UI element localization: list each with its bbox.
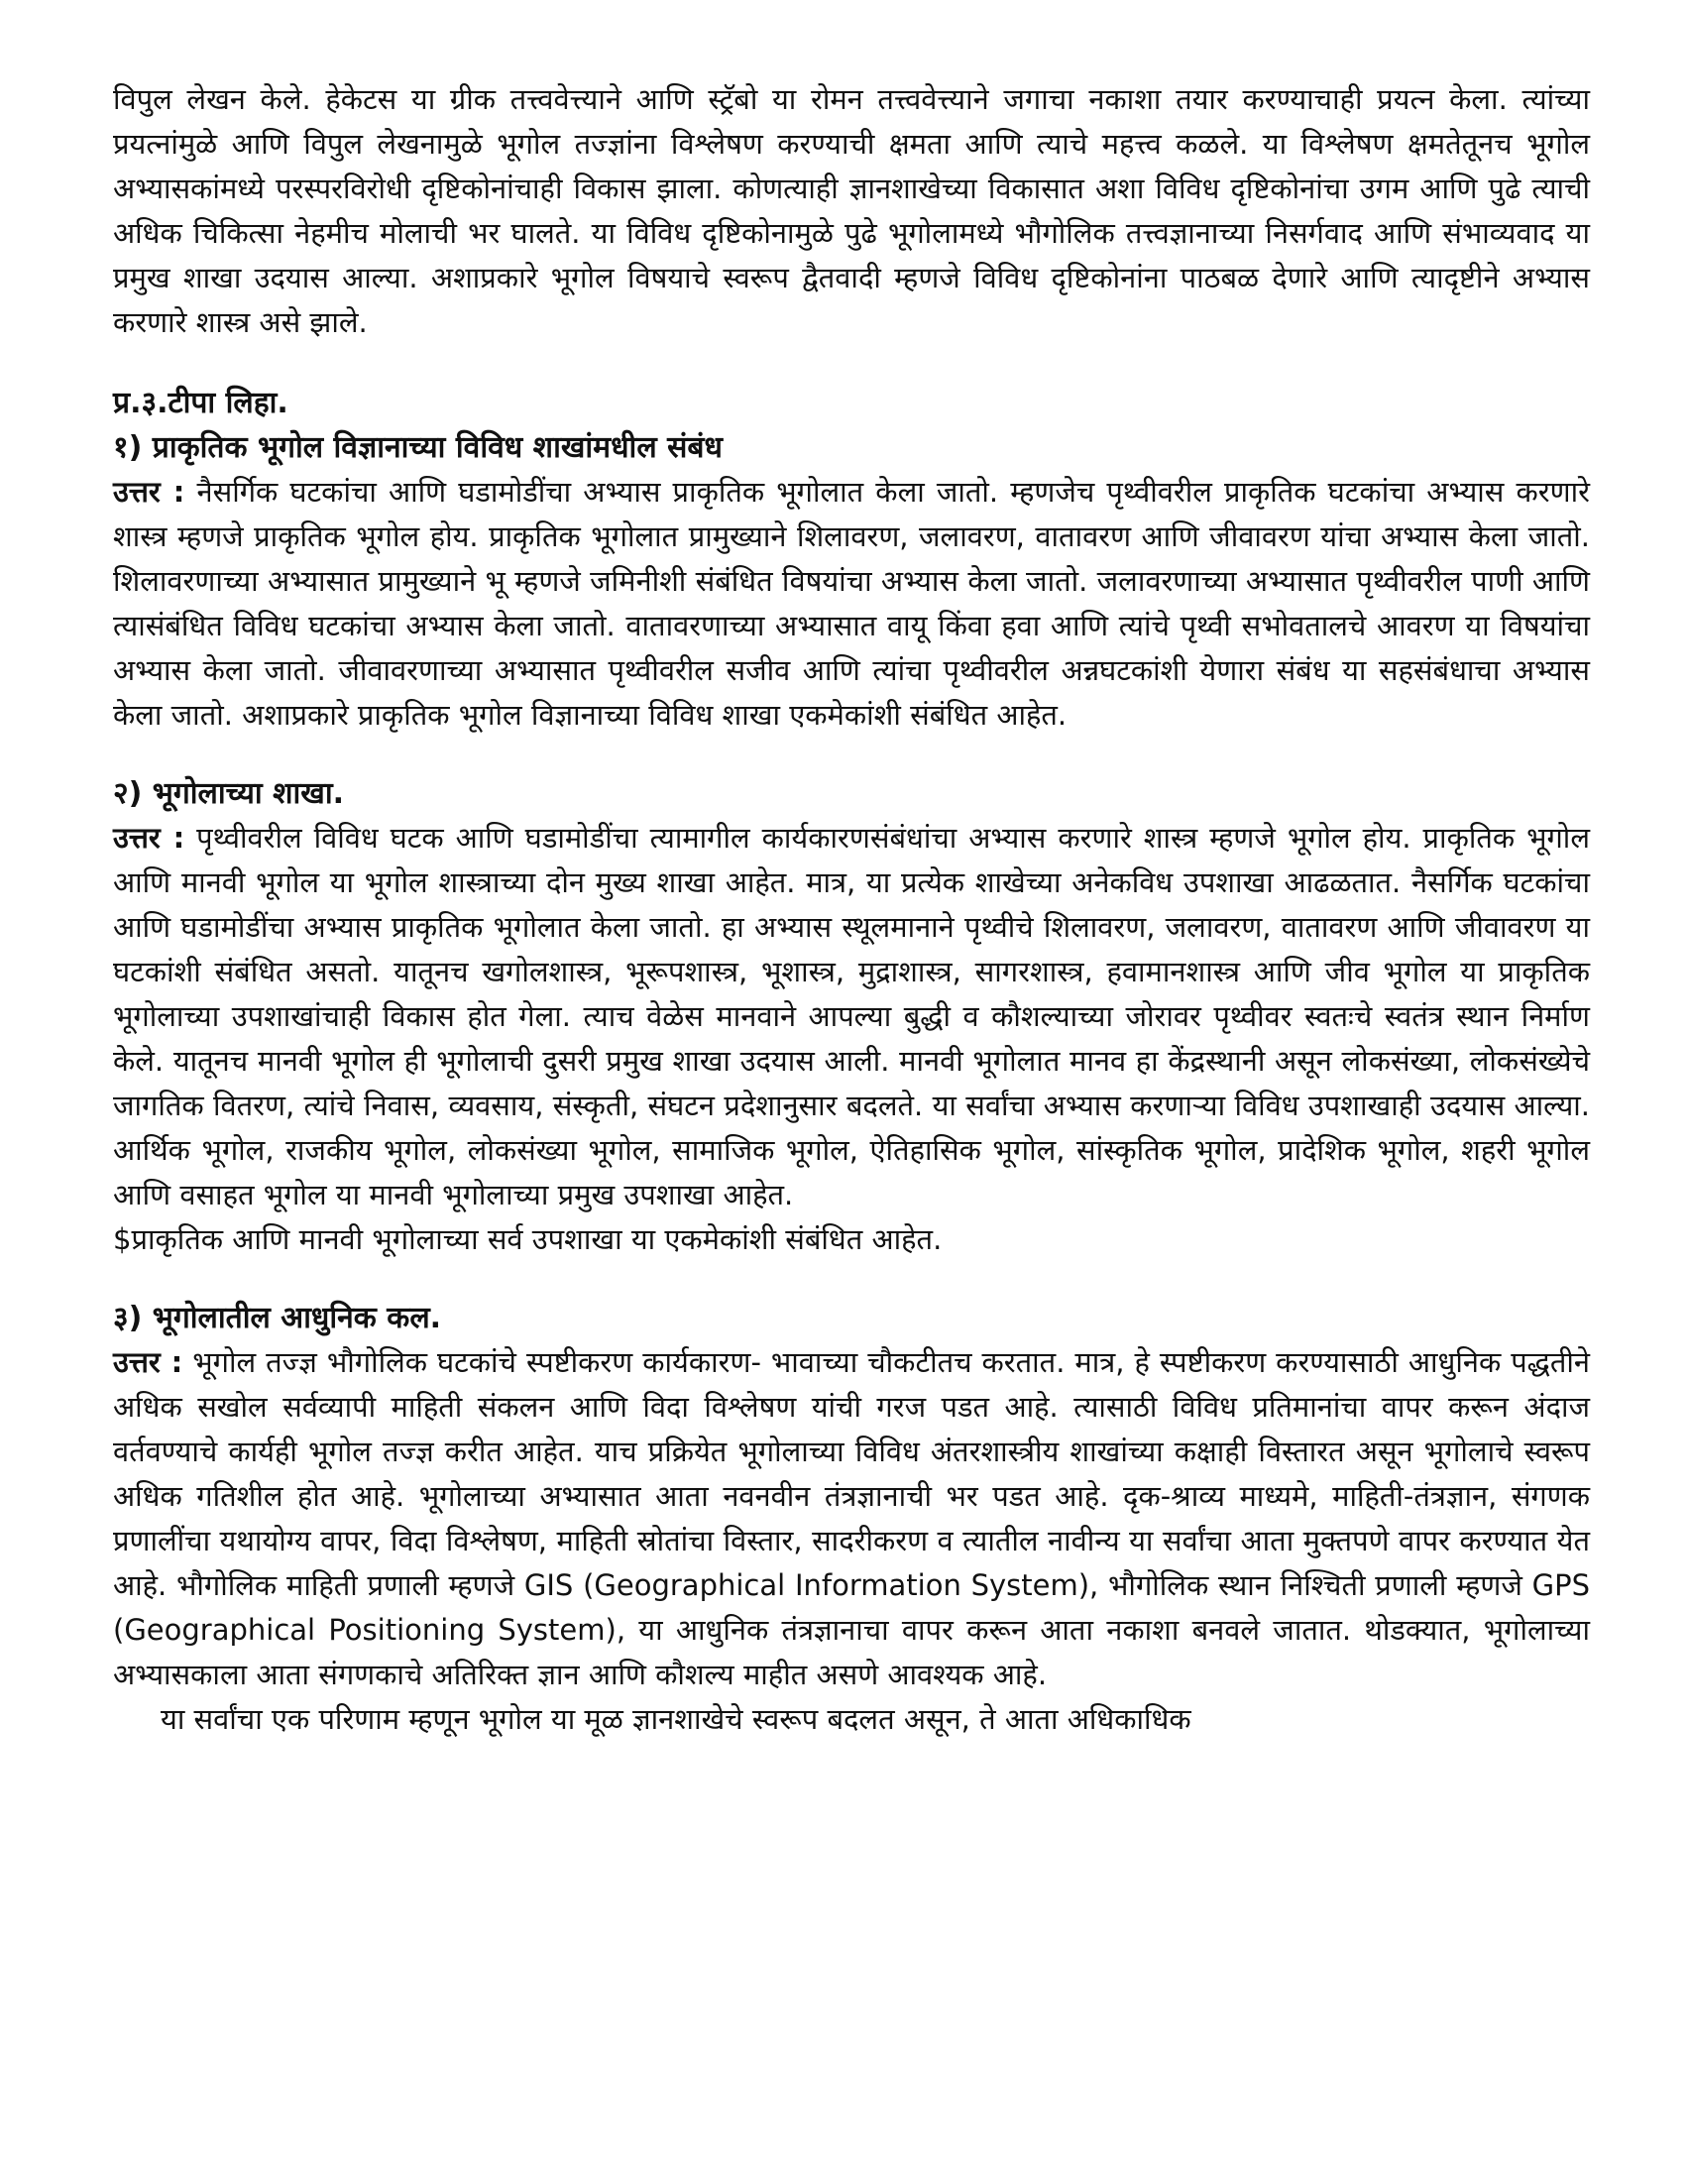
section-2-extra: $प्राकृतिक आणि मानवी भूगोलाच्या सर्व उपशाखा या एकमेकांशी संबंधित आहेत. [113, 1222, 943, 1256]
section-2-body: पृथ्वीवरील विविध घटक आणि घडामोडींचा त्यामागील कार्यकारणसंबंधांचा अभ्यास करणारे शास्त्र म्हणजे भूगोल होय. प्राकृतिक भूगोल आणि मानवी भूगोल या भूगोल शास्त्राच्या दोन मुख्य शाखा आहेत. मात्र, या प्रत्येक शाखेच्या अनेकविध उपशाखा आढळतात. नैसर्गिक घटकांचा आणि घडामोडींचा अभ्यास प्राकृतिक भूगोलात केला जातो. हा अभ्यास स्थूलमानाने पृथ्वीचे शिलावरण, जलावरण, वातावरण आणि जीवावरण या घटकांशी संबंधित असतो. यातूनच खगोलशास्त्र, भूरूपशास्त्र, भूशास्त्र, मुद्राशास्त्र, सागरशास्त्र, हवामानशास्त्र आणि जीव भूगोल या प्राकृतिक भूगोलाच्या उपशाखांचाही विकास होत गेला. त्याच वेळेस मानवाने आपल्या बुद्धी व कौशल्याच्या जोरावर पृथ्वीवर स्वतःचे स्वतंत्र स्थान निर्माण केले. यातूनच मानवी भूगोल ही भूगोलाची दुसरी प्रमुख शाखा उदयास आली. मानवी भूगोलात मानव हा केंद्रस्थानी असून लोकसंख्या, लोकसंख्येचे जागतिक वितरण, त्यांचे निवास, व्यवसाय, संस्कृती, संघटन प्रदेशानुसार बदलते. या सर्वांचा अभ्यास करणाऱ्या विविध उपशाखाही उदयास आल्या. आर्थिक भूगोल, राजकीय भूगोल, लोकसंख्या भूगोल, सामाजिक भूगोल, ऐतिहासिक भूगोल, सांस्कृतिक भूगोल, प्रादेशिक भूगोल, शहरी भूगोल आणि वसाहत भूगोल या मानवी भूगोलाच्या प्रमुख उपशाखा आहेत. [113, 821, 1590, 1211]
section-2-title: २) भूगोलाच्या शाखा. [113, 776, 344, 811]
section-1 [113, 425, 1590, 738]
document-page [113, 77, 1590, 1742]
section-3-answer [113, 1340, 1590, 1697]
section-3-body: भूगोल तज्ज्ञ भौगोलिक घटकांचे स्पष्टीकरण कार्यकारण- भावाच्या चौकटीतच करतात. मात्र, हे स्पष्टीकरण करण्यासाठी आधुनिक पद्धतीने अधिक सखोल सर्वव्यापी माहिती संकलन आणि विदा विश्लेषण यांची गरज पडत आहे. त्यासाठी विविध प्रतिमानांचा वापर करून अंदाज वर्तवण्याचे कार्यही भूगोल तज्ज्ञ करीत आहेत. याच प्रक्रियेत भूगोलाच्या विविध अंतरशास्त्रीय शाखांच्या कक्षाही विस्तारत असून भूगोलाचे स्वरूप अधिक गतिशील होत आहे. भूगोलाच्या अभ्यासात आता नवनवीन तंत्रज्ञानाची भर पडत आहे. दृक-श्राव्य माध्यमे, माहिती-तंत्रज्ञान, संगणक प्रणालींचा यथायोग्य वापर, विदा विश्लेषण, माहिती स्रोतांचा विस्तार, सादरीकरण व त्यातील नावीन्य या सर्वांचा आता मुक्तपणे वापर करण्यात येत आहे. भौगोलिक माहिती प्रणाली म्हणजे GIS (Geographical Information System), भौगोलिक स्थान निश्चिती प्रणाली म्हणजे GPS (Geographical Positioning System), या आधुनिक तंत्रज्ञानाचा वापर करून आता नकाशा बनवले जातात. थोडक्यात, भूगोलाच्या अभ्यासकाला आता संगणकाचे अतिरिक्त ज्ञान आणि कौशल्य माहीत असणे आवश्यक आहे. [113, 1345, 1590, 1691]
answer-label: उत्तर : [113, 475, 185, 509]
section-2 [113, 771, 1590, 1262]
intro-paragraph: विपुल लेखन केले. हेकेटस या ग्रीक तत्त्ववेत्त्याने आणि स्ट्रॅबो या रोमन तत्त्ववेत्त्याने जगाचा नकाशा तयार करण्याचाही प्रयत्न केला. त्यांच्या प्रयत्नांमुळे आणि विपुल लेखनामुळे भूगोल तज्ज्ञांना विश्लेषण करण्याची क्षमता आणि त्याचे महत्त्व कळले. या विश्लेषण क्षमतेतूनच भूगोल अभ्यासकांमध्ये परस्परविरोधी दृष्टिकोनांचाही विकास झाला. कोणत्याही ज्ञानशाखेच्या विकासात अशा विविध दृष्टिकोनांचा उगम आणि पुढे त्याची अधिक चिकित्सा नेहमीच मोलाची भर घालते. या विविध दृष्टिकोनामुळे पुढे भूगोलामध्ये भौगोलिक तत्त्वज्ञानाच्या निसर्गवाद आणि संभाव्यवाद या प्रमुख शाखा उदयास आल्या. अशाप्रकारे भूगोल विषयाचे स्वरूप द्वैतवादी म्हणजे विविध दृष्टिकोनांना पाठबळ देणारे आणि त्यादृष्टीने अभ्यास करणारे शास्त्र असे झाले. [113, 82, 1590, 339]
section-3 [113, 1296, 1590, 1742]
question-heading: प्र.३.टीपा लिहा. [113, 386, 288, 420]
section-1-body: नैसर्गिक घटकांचा आणि घडामोडींचा अभ्यास प्राकृतिक भूगोलात केला जातो. म्हणजेच पृथ्वीवरील प्राकृतिक घटकांचा अभ्यास करणारे शास्त्र म्हणजे प्राकृतिक भूगोल होय. प्राकृतिक भूगोलात प्रामुख्याने शिलावरण, जलावरण, वातावरण आणि जीवावरण यांचा अभ्यास केला जातो. शिलावरणाच्या अभ्यासात प्रामुख्याने भू म्हणजे जमिनीशी संबंधित विषयांचा अभ्यास केला जातो. जलावरणाच्या अभ्यासात पृथ्वीवरील पाणी आणि त्यासंबंधित विविध घटकांचा अभ्यास केला जातो. वातावरणाच्या अभ्यासात वायू किंवा हवा आणि त्यांचे पृथ्वी सभोवतालचे आवरण या विषयांचा अभ्यास केला जातो. जीवावरणाच्या अभ्यासात पृथ्वीवरील सजीव आणि त्यांचा पृथ्वीवरील अन्नघटकांशी येणारा संबंध या सहसंबंधाचा अभ्यास केला जातो. अशाप्रकारे प्राकृतिक भूगोल विज्ञानाच्या विविध शाखा एकमेकांशी संबंधित आहेत. [113, 475, 1590, 732]
answer-label: उत्तर : [113, 821, 185, 855]
section-1-title: १) प्राकृतिक भूगोल विज्ञानाच्या विविध शाखांमधील संबंध [113, 430, 723, 465]
answer-label: उत्तर : [113, 1345, 183, 1379]
section-3-title: ३) भूगोलातील आधुनिक कल. [113, 1301, 442, 1335]
section-3-extra: या सर्वांचा एक परिणाम म्हणून भूगोल या मूळ ज्ञानशाखेचे स्वरूप बदलत असून, ते आता अधिकाधिक [161, 1702, 1191, 1736]
section-2-answer [113, 816, 1590, 1217]
section-1-answer [113, 470, 1590, 738]
